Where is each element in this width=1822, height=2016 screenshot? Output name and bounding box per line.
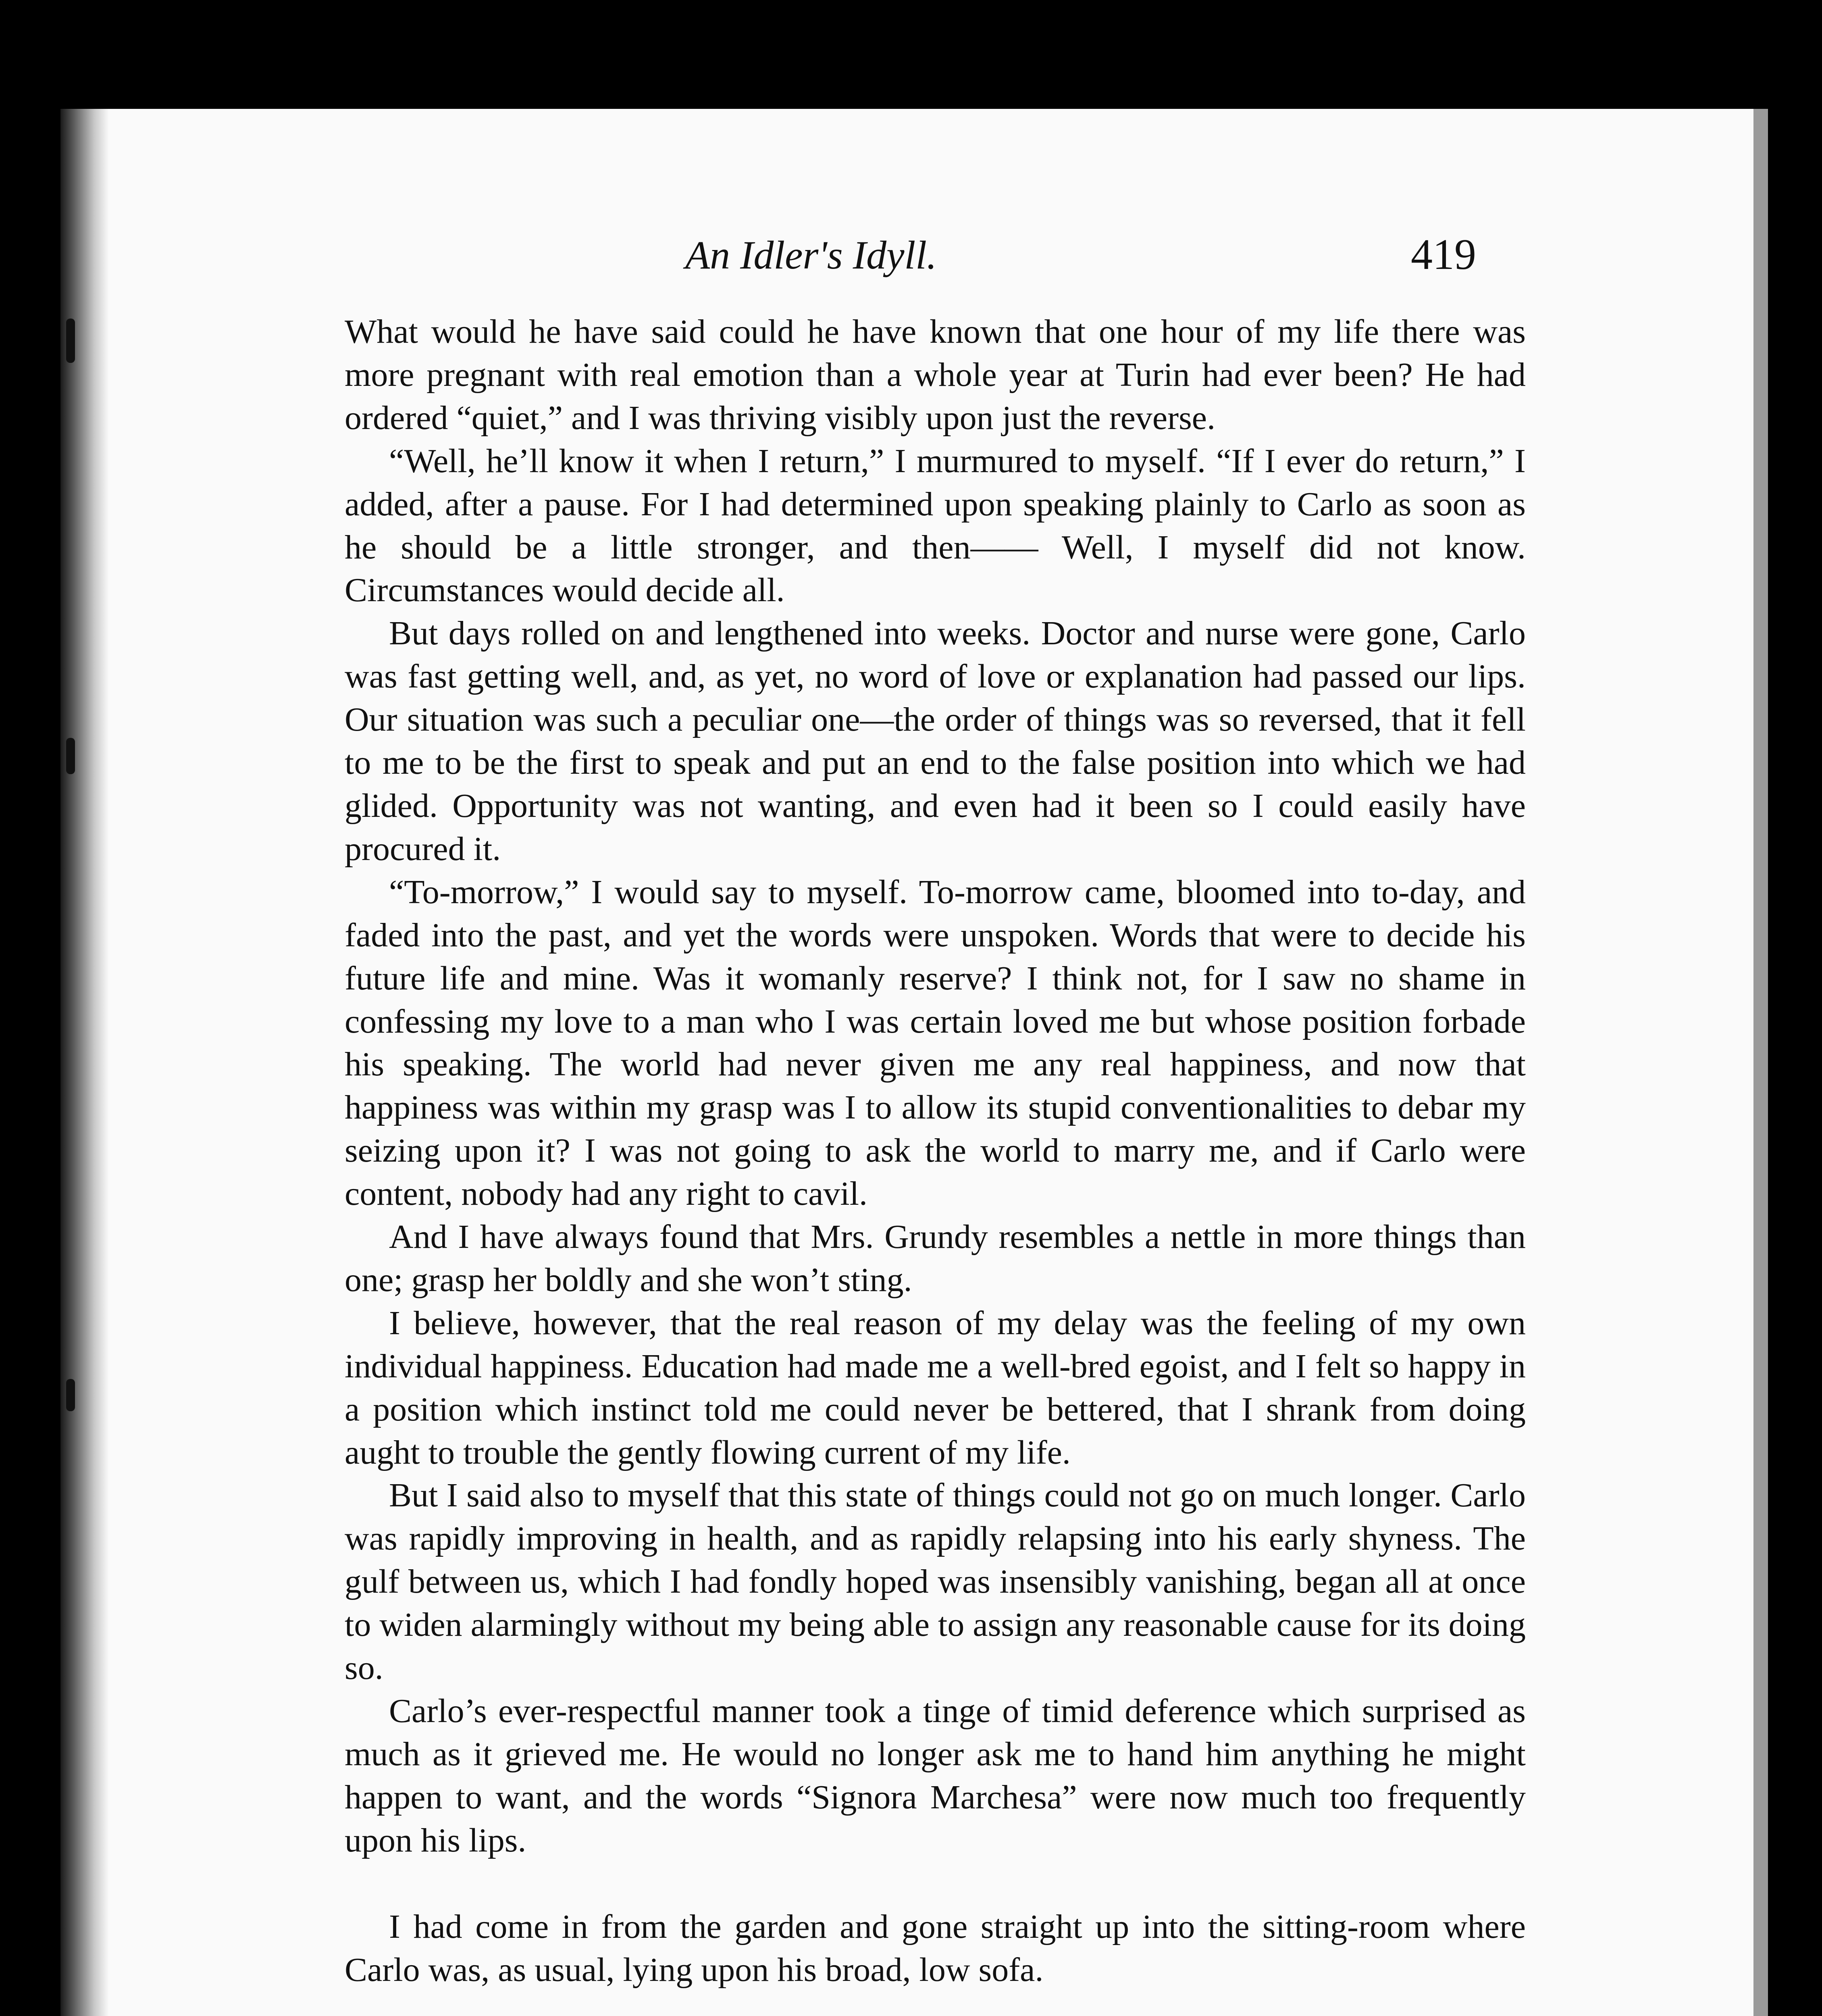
paragraph: “Well, he’ll know it when I return,” I murmured to myself. “If I ever do return,” I added, after a pause. For I had determined upon speaking plainly to Carlo as soon as he should be a little stronger, and then—— Well, I myself did not know. Circumstances would decide all. (345, 442, 1526, 609)
paragraph: I believe, however, that the real reason of my delay was the feeling of my own individual happiness. Education had made me a well-bred egoist, and I felt so happy in a position which instinct told me could never be bettered, that I shrank from doing aught to trouble the gently flowing current of my life. (345, 1304, 1526, 1471)
paragraph: “To-morrow,” I would say to myself. To-morrow came, bloomed into to-day, and faded into the past, and yet the words were unspoken. Words that were to decide his future life and mine. Was it womanly reserve? I think not, for I saw no shame in confessing my love to a man who I was certain loved me but whose position forbade his speaking. The world had never given me any real happiness, and now that happiness was within my grasp was I to allow its stupid conventionalities to debar my seizing upon it? I was not going to ask the world to marry me, and if Carlo were content, nobody had any right to cavil. (345, 873, 1526, 1213)
paragraph: Carlo’s ever-respectful manner took a tinge of timid deference which surprised as much as it grieved me. He would no longer ask me to hand him anything he might happen to want, and the words “Signora Marchesa” were now much too frequently upon his lips. (345, 1692, 1526, 1859)
binding-stitch (66, 738, 75, 774)
paragraph: I had come in from the garden and gone straight up into the sitting-room where Carlo was, as usual, lying upon his broad, low sofa. (345, 1908, 1526, 1989)
page-number: 419 (1411, 231, 1476, 279)
running-head: An Idler's Idyll. (685, 233, 937, 277)
binding-stitch (66, 319, 75, 363)
binding-stitch (66, 1379, 75, 1411)
paragraph: But I said also to myself that this state of things could not go on much longer. Carlo was rapidly improving in health, and as rapidly relapsing into his early shyness. The gulf between us, which I had fondly hoped was insensibly vanishing, began all at once to widen alarmingly without my being able to assign any reasonable cause for its doing so. (345, 1477, 1526, 1687)
paragraph: What would he have said could he have known that one hour of my life there was more pregnant with real emotion than a whole year at Turin had ever been? He had ordered “quiet,” and I was thriving visibly upon just the reverse. (345, 313, 1526, 437)
paragraph: And I have always found that Mrs. Grundy resembles a nettle in more things than one; grasp her boldly and she won’t sting. (345, 1218, 1526, 1299)
paragraph: But days rolled on and lengthened into weeks. Doctor and nurse were gone, Carlo was fast getting well, and, as yet, no word of love or explanation had passed our lips. Our situation was such a peculiar one—the order of things was so reversed, that it fell to me to be the first to speak and put an end to the false position into which we had glided. Opportunity was not wanting, and even had it been so I could easily have procured it. (345, 614, 1526, 868)
binding-gutter (60, 109, 109, 2016)
body-text (345, 310, 1526, 1991)
